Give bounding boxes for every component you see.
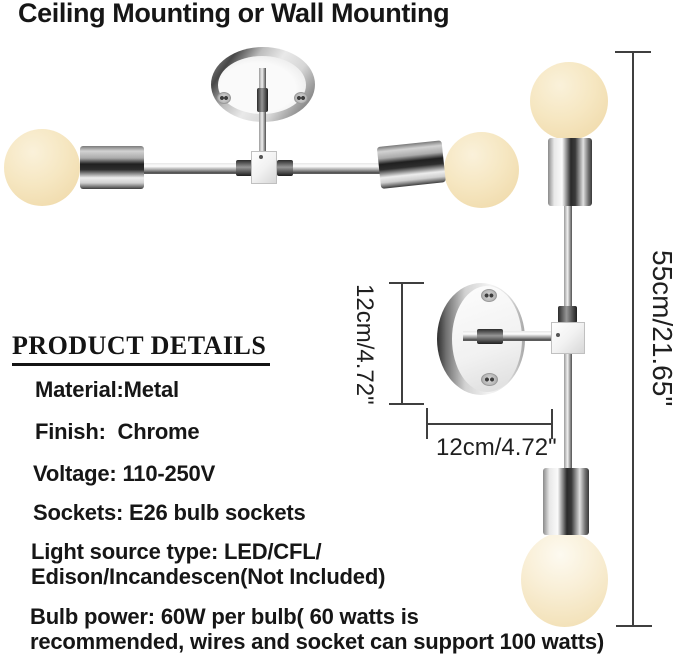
canopy-screw-left [217, 92, 231, 104]
plate-width-label: 12cm/4.72" [436, 434, 557, 461]
ceiling-lamp-right-socket [377, 140, 446, 189]
wall-plate-screw-bottom [481, 373, 498, 386]
wall-lamp-top-socket [548, 138, 592, 206]
wall-plate-screw-top [481, 289, 497, 302]
fixture-length-dimension-line [632, 52, 634, 626]
product-details-heading: PRODUCT DETAILS [12, 331, 270, 366]
plate-height-dimension-line [401, 283, 403, 405]
plate-width-dimension-line [427, 423, 553, 425]
plate-height-cap-bottom [389, 403, 424, 405]
fixture-length-cap-bottom [616, 625, 652, 627]
page-title: Ceiling Mounting or Wall Mounting [18, 0, 450, 28]
ceiling-lamp-left-socket [80, 146, 144, 189]
wall-lamp-top-bulb [530, 62, 608, 140]
plate-height-cap-top [389, 282, 424, 284]
plate-height-label: 12cm/4.72" [351, 284, 378, 405]
wall-connector-set-screw [556, 333, 560, 337]
wall-lamp-connector [551, 322, 585, 354]
plate-width-cap-left [426, 408, 428, 439]
spec-sockets: Sockets: E26 bulb sockets [33, 500, 306, 525]
ceiling-lamp-center-connector [251, 151, 277, 184]
wall-lamp-bottom-socket [543, 468, 589, 535]
wall-lamp-bottom-bulb [521, 532, 608, 627]
wall-lamp-arm-ferrule [477, 329, 503, 344]
spec-voltage: Voltage: 110-250V [33, 461, 216, 486]
ceiling-lamp-right-ferrule [277, 160, 293, 176]
wall-lamp-rod-ferrule [558, 306, 577, 323]
fixture-length-label: 55cm/21.65" [647, 250, 678, 407]
ceiling-lamp-right-bulb [444, 132, 519, 208]
ceiling-lamp-stem-ferrule [257, 88, 268, 112]
spec-bulb-power-line2: recommended, wires and socket can support 100 watts) [30, 629, 605, 654]
fixture-length-cap-top [615, 51, 651, 53]
spec-finish: Finish: Chrome [35, 419, 200, 444]
spec-light-source-line2: Edison/Incandescen(Not Included) [31, 564, 386, 589]
spec-material: Material:Metal [35, 377, 179, 402]
connector-set-screw [259, 155, 263, 159]
spec-light-source-line1: Light source type: LED/CFL/ [31, 539, 322, 564]
ceiling-lamp-left-bulb [4, 129, 80, 206]
canopy-screw-right [294, 92, 308, 104]
spec-bulb-power-line1: Bulb power: 60W per bulb( 60 watts is [30, 604, 419, 629]
